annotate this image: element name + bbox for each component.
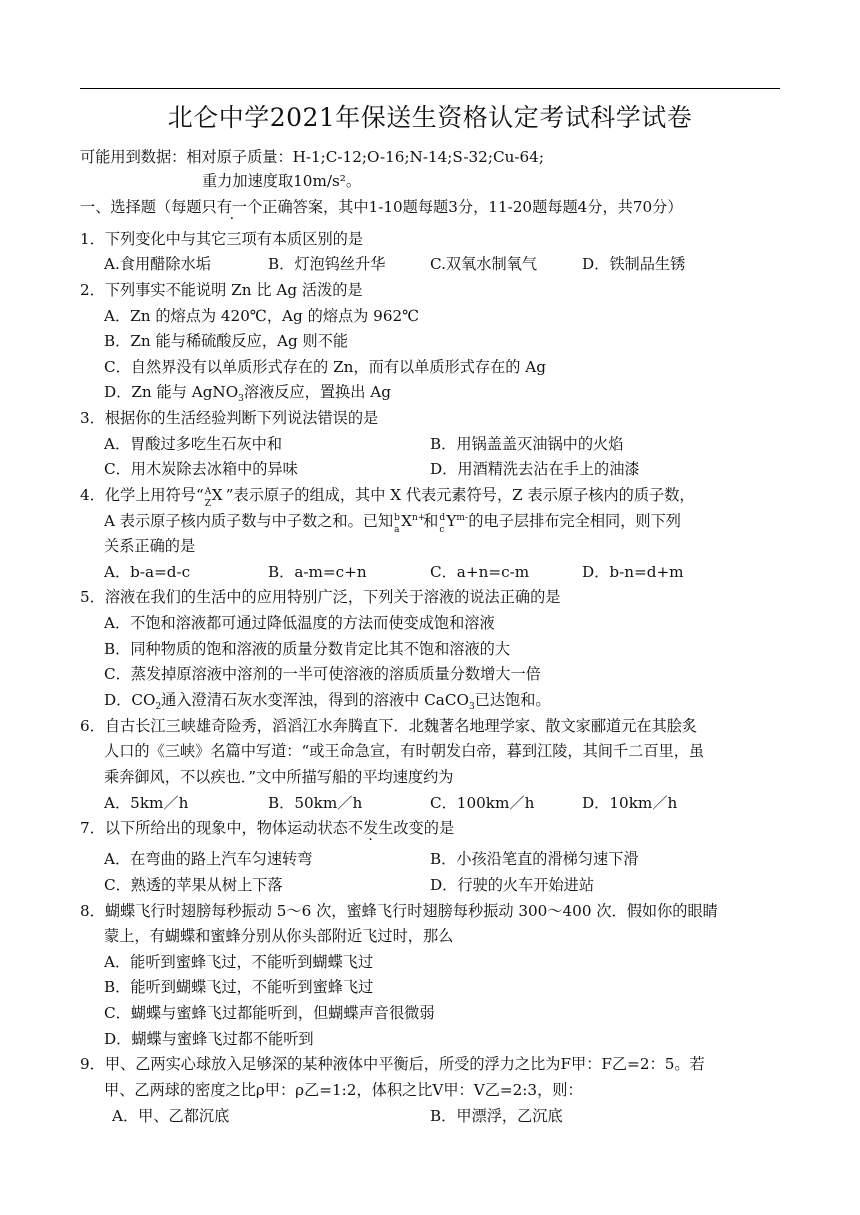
header-line-2: 重力加速度取10m/s²。 xyxy=(202,172,362,190)
q2-stem: 2．下列事实不能说明 Zn 比 Ag 活泼的是 xyxy=(80,281,363,299)
q3-stem: 3．根据你的生活经验判断下列说法错误的是 xyxy=(80,409,379,427)
q7-stem xyxy=(80,818,454,838)
q1-stem: 1．下列变化中与其它三项有本质区别的是 xyxy=(80,230,364,248)
section-heading xyxy=(80,197,683,217)
q4-option-b: B．a-m=c+n xyxy=(268,563,367,581)
q2-option-a: A．Zn 的熔点为 420℃，Ag 的熔点为 962℃ xyxy=(104,307,420,325)
q5-option-d: D．$CO_2$通入澄清石灰水变浑浊，得到的溶液中 CaCO$_3$已达饱和。 xyxy=(104,691,551,713)
q2-d-sub: 3 xyxy=(238,394,244,405)
q7-option-b: B．小孩沿笔直的滑梯匀速下滑 xyxy=(430,850,639,868)
q4-l2-pre: A 表示原子核内质子数与中子数之和。已知 xyxy=(104,512,394,530)
q4-line-1 xyxy=(80,485,695,509)
q9-line-2: 甲、乙两球的密度之比ρ甲：ρ乙=1:2，体积之比V甲：V乙=2:3，则： xyxy=(104,1081,583,1099)
q7-option-a: A．在弯曲的路上汽车匀速转弯 xyxy=(104,850,313,868)
header-line-1: 可能用到数据：相对原子质量：H-1;C-12;O-16;N-14;S-32;Cu-64; xyxy=(80,148,544,166)
q8-option-d: D．蝴蝶与蜜蜂飞过都不能听到 xyxy=(104,1030,314,1048)
q5-option-c: C．蒸发掉原溶液中溶剂的一半可使溶液的溶质质量分数增大一倍 xyxy=(104,665,541,683)
section-heading-pre: 一、选择题（每题 xyxy=(80,198,202,216)
q2-d-post: 溶液反应，置换出 Ag xyxy=(243,383,391,401)
q7-option-c: C．熟透的苹果从树上下落 xyxy=(104,876,283,894)
q5-d2: 通入澄清石灰水变浑浊，得到的溶液中 CaCO xyxy=(161,691,469,709)
q2-option-c: C．自然界没有以单质形式存在的 Zn，而有以单质形式存在的 Ag xyxy=(104,358,546,376)
q6-option-c: C．100km／h xyxy=(430,794,535,812)
q2-option-b: B．Zn 能与稀硫酸反应，Ag 则不能 xyxy=(104,332,349,350)
ion-x-symbol: b a $X^{n+}$ xyxy=(394,512,426,535)
isotope-symbol: A Z X xyxy=(204,486,223,509)
q5-option-b: B．同种物质的饱和溶液的质量分数肯定比其不饱和溶液的大 xyxy=(104,640,511,658)
section-heading-post: 正确答案，其中1-10题每题3分，11-20题每题4分，共70分） xyxy=(262,198,683,216)
ion-y-symbol: d c $Y^{m-}$ xyxy=(439,512,468,535)
q9-line-1: 9．甲、乙两实心球放入足够深的某种液体中平衡后，所受的浮力之比为F甲：F乙=2：5。若 xyxy=(80,1055,705,1073)
q1-option-a: A.食用醋除水垢 xyxy=(104,255,211,273)
q4-l1-post: ”表示原子的组成，其中 X 代表元素符号，Z 表示原子核内的质子数， xyxy=(225,486,695,504)
q2-option-d xyxy=(104,382,391,405)
q7-emphasis: 不发生 xyxy=(347,819,394,837)
q7-option-d: D．行驶的火车开始进站 xyxy=(430,876,595,894)
q8-line-2: 蒙上，有蝴蝶和蜜蜂分别从你头部附近飞过时，那么 xyxy=(104,927,454,945)
q2-d-pre: D．Zn 能与 AgNO xyxy=(104,383,239,401)
q4-option-c: C．a+n=c-m xyxy=(430,563,530,581)
q4-l1-pre: 4．化学上用符号“ xyxy=(80,486,204,504)
q4-l2-mid: 和 xyxy=(423,512,439,530)
q4-line-2 xyxy=(104,511,681,535)
q4-option-d: D．b-n=d+m xyxy=(582,563,684,581)
q4-option-a: A．b-a=d-c xyxy=(104,563,191,581)
q6-line-3: 乘奔御风，不以疾也．”文中所描写船的平均速度约为 xyxy=(104,768,454,786)
q7-post: 改变的是 xyxy=(393,819,455,837)
q3-option-a: A．胃酸过多吃生石灰中和 xyxy=(104,435,283,453)
q8-option-a: A．能听到蜜蜂飞过，不能听到蝴蝶飞过 xyxy=(104,953,374,971)
q6-option-a: A．5km／h xyxy=(104,794,189,812)
q6-line-1: 6．自古长江三峡雄奇险秀，滔滔江水奔腾直下．北魏著名地理学家、散文家郦道元在其脍炙 xyxy=(80,717,698,735)
q8-option-c: C．蝴蝶与蜜蜂飞过都能听到，但蝴蝶声音很微弱 xyxy=(104,1004,435,1022)
q3-option-c: C．用木炭除去冰箱中的异味 xyxy=(104,460,298,478)
q8-line-1: 8．蝴蝶飞行时翅膀每秒振动 5～6 次，蜜蜂飞行时翅膀每秒振动 300～400 次．假如你的眼睛 xyxy=(80,902,718,920)
q4-l2-post: 的电子层排布完全相同，则下列 xyxy=(468,512,681,530)
q3-option-d: D．用酒精洗去沾在手上的油漆 xyxy=(430,460,640,478)
q6-line-2: 人口的《三峡》名篇中写道：“或王命急宣，有时朝发白帝，暮到江陵，其间千二百里，虽 xyxy=(104,742,705,760)
q8-option-b: B．能听到蝴蝶飞过，不能听到蜜蜂飞过 xyxy=(104,978,374,996)
q3-option-b: B．用锅盖盖灭油锅中的火焰 xyxy=(430,435,624,453)
page-title: 北仑中学2021年保送生资格认定考试科学试卷 xyxy=(167,103,693,132)
q5-d1: D．CO xyxy=(104,691,156,709)
section-heading-emphasis: 只有一个 xyxy=(201,198,263,216)
q6-option-d: D．10km／h xyxy=(582,794,678,812)
q1-option-c: C.双氧水制氧气 xyxy=(430,255,538,273)
q5-d3: 已达饱和。 xyxy=(474,691,551,709)
q7-pre: 7．以下所给出的现象中，物体运动状态 xyxy=(80,819,348,837)
q4-line-3: 关系正确的是 xyxy=(104,537,196,555)
q5-option-a: A．不饱和溶液都可通过降低温度的方法而使变成饱和溶液 xyxy=(104,614,495,632)
q1-option-d: D．铁制品生锈 xyxy=(582,255,686,273)
q5-stem: 5．溶液在我们的生活中的应用特别广泛，下列关于溶液的说法正确的是 xyxy=(80,588,561,606)
q9-option-a: A．甲、乙都沉底 xyxy=(112,1107,230,1125)
header-rule xyxy=(80,88,780,89)
q6-option-b: B．50km／h xyxy=(268,794,363,812)
q1-option-b: B．灯泡钨丝升华 xyxy=(268,255,386,273)
q9-option-b: B．甲漂浮，乙沉底 xyxy=(430,1107,563,1125)
